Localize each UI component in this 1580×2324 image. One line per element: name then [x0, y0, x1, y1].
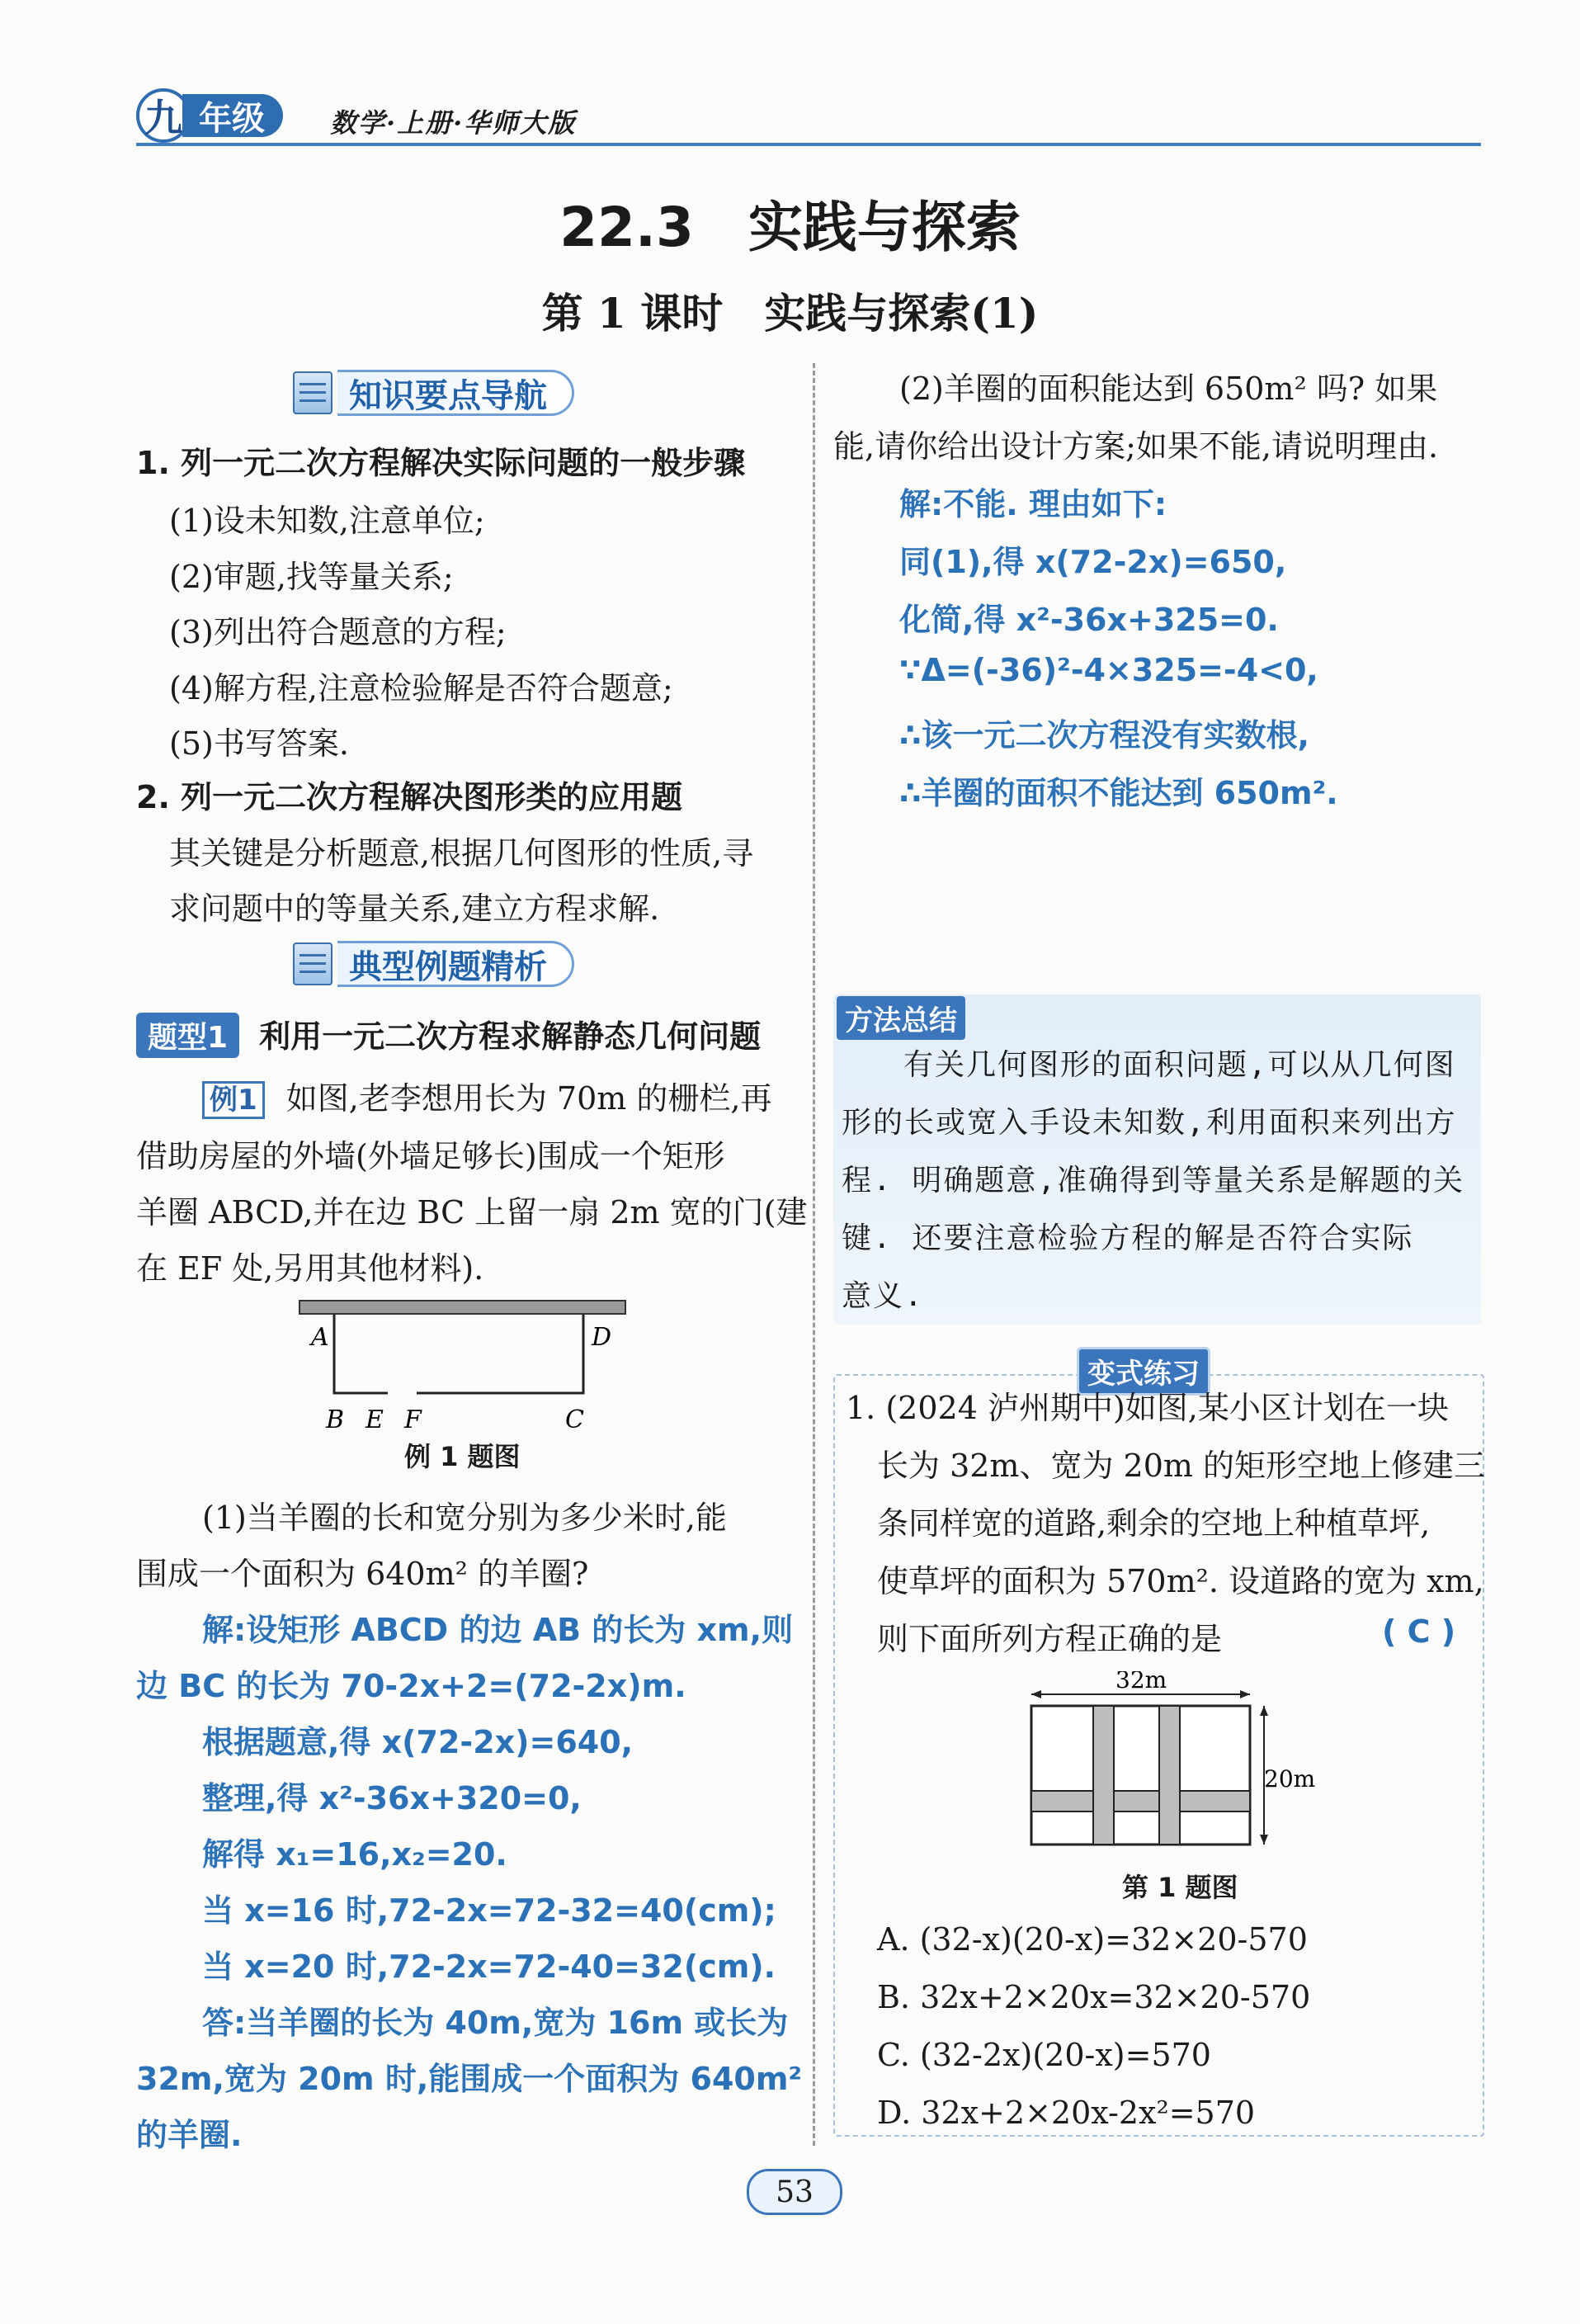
- label-C: C: [565, 1405, 584, 1434]
- sol1-line-5: 解得 x₁=16,x₂=20.: [202, 1836, 507, 1873]
- option-c: C. (32-2x)(20-x)=570: [877, 2037, 1211, 2073]
- q1-line-2: 围成一个面积为 640m² 的羊圈?: [136, 1556, 589, 1592]
- question-type-row: [136, 1011, 761, 1058]
- example-stem-2: 借助房屋的外墙(外墙足够长)围成一个矩形: [136, 1138, 725, 1174]
- example-stem-4: 在 EF 处,另用其他材料).: [136, 1250, 484, 1287]
- option-b: B. 32x+2×20x=32×20-570: [877, 1979, 1311, 2015]
- road-vertical-2: [1159, 1706, 1180, 1845]
- sol1-line-6: 当 x=16 时,72-2x=72-32=40(cm);: [202, 1892, 776, 1929]
- sol1-line-4: 整理,得 x²-36x+320=0,: [202, 1780, 582, 1816]
- examples-banner-label: 典型例题精析: [337, 941, 574, 987]
- sol1-line-1: 解:设矩形 ABCD 的边 AB 的长为 xm,则: [202, 1612, 794, 1648]
- sol2-line-2: 同(1),得 x(72-2x)=650,: [899, 544, 1287, 580]
- question-type-tag: 题型1: [136, 1013, 239, 1058]
- examples-banner: [293, 941, 574, 987]
- book-info: 数学·上册·华师大版: [330, 107, 577, 139]
- section-title: 22.3 实践与探索: [559, 196, 1021, 259]
- sol1-line-7: 当 x=20 时,72-2x=72-40=32(cm).: [202, 1948, 776, 1985]
- practice-q1-answer: ( C ): [1382, 1613, 1456, 1650]
- height-label: 20m: [1264, 1765, 1316, 1793]
- sol2-line-3: 化简,得 x²-36x+325=0.: [899, 602, 1279, 638]
- sol1-line-10: 的羊圈.: [136, 2117, 243, 2153]
- header-rule: [136, 143, 1481, 146]
- method-line-5: 意义.: [842, 1279, 924, 1313]
- sol1-line-9: 32m,宽为 20m 时,能围成一个面积为 640m²: [136, 2061, 803, 2097]
- label-F: F: [404, 1405, 422, 1434]
- book-icon: [293, 942, 333, 985]
- lesson-title: 第 1 课时 实践与探索(1): [541, 289, 1039, 338]
- practice-q1-line-3: 条同样宽的道路,剩余的空地上种植草坪,: [877, 1505, 1431, 1542]
- arrow-up-icon: [1260, 1706, 1268, 1716]
- example-figure: [293, 1296, 631, 1457]
- book-icon: [293, 371, 333, 414]
- fence-right: [417, 1314, 583, 1393]
- knowledge-heading-1: 1. 列一元二次方程解决实际问题的一般步骤: [136, 445, 746, 481]
- sol2-line-4: ∵Δ=(-36)²-4×325=-4<0,: [899, 652, 1318, 688]
- practice-q1-line-5: 则下面所列方程正确的是: [877, 1621, 1223, 1657]
- method-line-1: 有关几何图形的面积问题,可以从几何图: [903, 1048, 1456, 1082]
- step-4: (4)解方程,注意检验解是否符合题意;: [169, 670, 673, 706]
- example-figure-caption: 例 1 题图: [404, 1441, 521, 1472]
- knowledge-banner: [293, 370, 574, 416]
- label-E: E: [366, 1405, 384, 1434]
- grade-label: 年级: [182, 94, 283, 137]
- fence-left: [334, 1314, 388, 1393]
- practice-q1-line-2: 长为 32m、宽为 20m 的矩形空地上修建三: [877, 1448, 1486, 1484]
- width-label: 32m: [1115, 1671, 1167, 1693]
- knowledge-banner-label: 知识要点导航: [337, 370, 574, 416]
- sol1-line-8: 答:当羊圈的长为 40m,宽为 16m 或长为: [202, 2005, 789, 2041]
- option-a: A. (32-x)(20-x)=32×20-570: [877, 1921, 1308, 1958]
- practice-figure: [1023, 1671, 1320, 1869]
- road-vertical-1: [1093, 1706, 1114, 1845]
- method-line-4: 键. 还要注意检验方程的解是否符合实际: [842, 1221, 1414, 1255]
- sol2-line-5: ∴该一元二次方程没有实数根,: [899, 717, 1309, 753]
- method-line-3: 程. 明确题意,准确得到等量关系是解题的关: [842, 1164, 1465, 1197]
- knowledge-para-line2: 求问题中的等量关系,建立方程求解.: [169, 890, 660, 927]
- step-1: (1)设未知数,注意单位;: [169, 503, 485, 539]
- method-line-2: 形的长或宽入手设未知数,利用面积来列出方: [842, 1106, 1457, 1140]
- q1-line-1: (1)当羊圈的长和宽分别为多少米时,能: [202, 1500, 727, 1536]
- knowledge-heading-2: 2. 列一元二次方程解决图形类的应用题: [136, 779, 683, 815]
- sol2-line-6: ∴羊圈的面积不能达到 650m².: [899, 775, 1338, 811]
- label-A: A: [311, 1323, 329, 1352]
- road-horizontal: [1031, 1791, 1250, 1811]
- step-3: (3)列出符合题意的方程;: [169, 614, 507, 650]
- road-cross-1: [1094, 1792, 1113, 1811]
- sol1-line-3: 根据题意,得 x(72-2x)=640,: [202, 1724, 634, 1760]
- step-5: (5)书写答案.: [169, 725, 349, 762]
- sol2-line-1: 解:不能. 理由如下:: [899, 486, 1167, 522]
- road-cross-2: [1160, 1792, 1179, 1811]
- example-tag: 例1: [202, 1081, 265, 1119]
- lot-rect: [1031, 1706, 1250, 1845]
- practice-figure-caption: 第 1 题图: [1122, 1872, 1238, 1903]
- question-type-title: 利用一元二次方程求解静态几何问题: [259, 1018, 762, 1055]
- house-wall: [299, 1301, 625, 1314]
- page-number: 53: [747, 2169, 842, 2215]
- column-divider: [813, 363, 815, 2146]
- q2-line-1: (2)羊圈的面积能达到 650m² 吗? 如果: [899, 371, 1438, 407]
- option-d: D. 32x+2×20x-2x²=570: [877, 2095, 1256, 2131]
- example-stem-3: 羊圈 ABCD,并在边 BC 上留一扇 2m 宽的门(建: [136, 1194, 808, 1230]
- label-D: D: [592, 1323, 612, 1352]
- arrow-left-icon: [1031, 1690, 1041, 1698]
- grade-number: 九: [136, 88, 191, 143]
- method-summary-tag: 方法总结: [837, 996, 965, 1040]
- sol1-line-2: 边 BC 的长为 70-2x+2=(72-2x)m.: [136, 1668, 686, 1704]
- arrow-down-icon: [1260, 1835, 1268, 1845]
- label-B: B: [326, 1405, 345, 1434]
- step-2: (2)审题,找等量关系;: [169, 559, 454, 595]
- practice-q1-line-4: 使草坪的面积为 570m². 设道路的宽为 xm,: [877, 1563, 1484, 1599]
- practice-tag: 变式练习: [1077, 1347, 1210, 1396]
- practice-q1-line-1: 1. (2024 泸州期中)如图,某小区计划在一块: [846, 1390, 1449, 1426]
- q2-line-2: 能,请你给出设计方案;如果不能,请说明理由.: [833, 428, 1439, 465]
- knowledge-para-line1: 其关键是分析题意,根据几何图形的性质,寻: [169, 835, 754, 872]
- arrow-right-icon: [1240, 1690, 1250, 1698]
- grade-badge: [136, 89, 283, 142]
- example-stem-1: 如图,老李想用长为 70m 的栅栏,再: [285, 1080, 772, 1117]
- example-stem-row: [202, 1073, 771, 1119]
